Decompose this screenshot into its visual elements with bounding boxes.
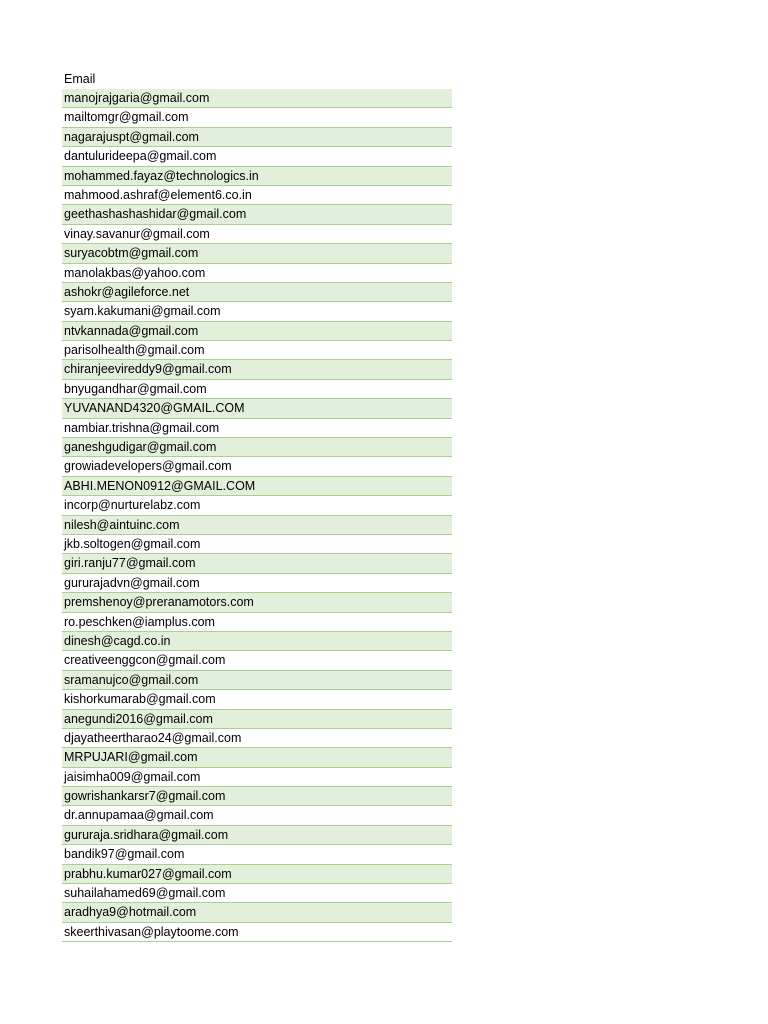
email-row: bandik97@gmail.com: [62, 845, 452, 864]
email-row: ganeshgudigar@gmail.com: [62, 438, 452, 457]
email-row: ro.peschken@iamplus.com: [62, 613, 452, 632]
email-row: nilesh@aintuinc.com: [62, 516, 452, 535]
email-row: mailtomgr@gmail.com: [62, 108, 452, 127]
email-row: dr.annupamaa@gmail.com: [62, 806, 452, 825]
email-row: geethashashashidar@gmail.com: [62, 205, 452, 224]
email-row: dantulurideepa@gmail.com: [62, 147, 452, 166]
email-row: dinesh@cagd.co.in: [62, 632, 452, 651]
email-row: skeerthivasan@playtoome.com: [62, 923, 452, 942]
email-row: jaisimha009@gmail.com: [62, 768, 452, 787]
email-row: mohammed.fayaz@technologics.in: [62, 167, 452, 186]
email-table: [62, 70, 452, 942]
email-row: ABHI.MENON0912@GMAIL.COM: [62, 477, 452, 496]
email-row: nagarajuspt@gmail.com: [62, 128, 452, 147]
email-row: chiranjeevireddy9@gmail.com: [62, 360, 452, 379]
email-row: manojrajgaria@gmail.com: [62, 89, 452, 108]
email-row: kishorkumarab@gmail.com: [62, 690, 452, 709]
email-row: incorp@nurturelabz.com: [62, 496, 452, 515]
email-row: suryacobtm@gmail.com: [62, 244, 452, 263]
email-row: sramanujco@gmail.com: [62, 671, 452, 690]
email-row: anegundi2016@gmail.com: [62, 710, 452, 729]
email-column-header: Email: [64, 72, 96, 86]
email-row: jkb.soltogen@gmail.com: [62, 535, 452, 554]
email-row: gowrishankarsr7@gmail.com: [62, 787, 452, 806]
email-row: ntvkannada@gmail.com: [62, 322, 452, 341]
email-row: giri.ranju77@gmail.com: [62, 554, 452, 573]
email-row: MRPUJARI@gmail.com: [62, 748, 452, 767]
email-row: growiadevelopers@gmail.com: [62, 457, 452, 476]
email-row: bnyugandhar@gmail.com: [62, 380, 452, 399]
email-row: premshenoy@preranamotors.com: [62, 593, 452, 612]
email-row: prabhu.kumar027@gmail.com: [62, 865, 452, 884]
email-row: aradhya9@hotmail.com: [62, 903, 452, 922]
email-row: djayatheertharao24@gmail.com: [62, 729, 452, 748]
email-row: vinay.savanur@gmail.com: [62, 225, 452, 244]
email-row: nambiar.trishna@gmail.com: [62, 419, 452, 438]
email-row: mahmood.ashraf@element6.co.in: [62, 186, 452, 205]
email-row: parisolhealth@gmail.com: [62, 341, 452, 360]
email-rows: [62, 89, 452, 942]
email-row: syam.kakumani@gmail.com: [62, 302, 452, 321]
email-row: gururajadvn@gmail.com: [62, 574, 452, 593]
email-row: ashokr@agileforce.net: [62, 283, 452, 302]
email-row: gururaja.sridhara@gmail.com: [62, 826, 452, 845]
email-row: suhailahamed69@gmail.com: [62, 884, 452, 903]
email-row: creativeenggcon@gmail.com: [62, 651, 452, 670]
email-row: manolakbas@yahoo.com: [62, 264, 452, 283]
email-row: YUVANAND4320@GMAIL.COM: [62, 399, 452, 418]
